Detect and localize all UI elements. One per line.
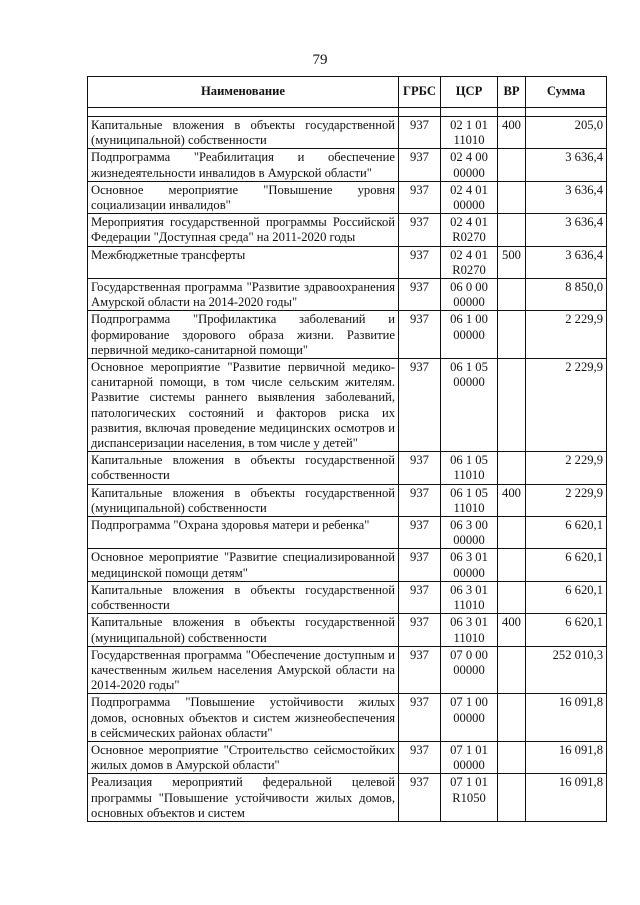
grbs-cell: 937 [399,774,441,822]
name-cell: Капитальные вложения в объекты государственной (муниципальной) собственности [88,614,399,646]
sum-cell: 3 636,4 [526,149,607,181]
sum-cell: 3 636,4 [526,246,607,278]
csr-cell: 06 1 05 11010 [441,452,498,484]
header-csr: ЦСР [441,77,498,108]
sum-cell: 2 229,9 [526,311,607,359]
vr-cell [498,452,526,484]
sum-cell: 2 229,9 [526,359,607,452]
table-row [88,484,607,516]
grbs-cell: 937 [399,741,441,773]
vr-cell: 500 [498,246,526,278]
vr-cell [498,774,526,822]
grbs-cell: 937 [399,646,441,694]
name-cell: Капитальные вложения в объекты государственной собственности [88,581,399,613]
spacer-cell [399,108,441,117]
grbs-cell: 937 [399,149,441,181]
grbs-cell: 937 [399,581,441,613]
sum-cell: 6 620,1 [526,581,607,613]
csr-cell: 06 0 00 00000 [441,279,498,311]
sum-cell: 6 620,1 [526,549,607,581]
grbs-cell: 937 [399,279,441,311]
table-row [88,359,607,452]
vr-cell [498,694,526,742]
table-row [88,614,607,646]
header-name: Наименование [88,77,399,108]
name-cell: Подпрограмма "Реабилитация и обеспечение жизнедеятельности инвалидов в Амурской области" [88,149,399,181]
table-row [88,774,607,822]
grbs-cell: 937 [399,694,441,742]
vr-cell: 400 [498,614,526,646]
table-row [88,646,607,694]
grbs-cell: 937 [399,549,441,581]
csr-cell: 06 1 00 00000 [441,311,498,359]
sum-cell: 6 620,1 [526,517,607,549]
vr-cell [498,214,526,246]
header-vr: ВР [498,77,526,108]
grbs-cell: 937 [399,484,441,516]
table-row [88,741,607,773]
table-row [88,549,607,581]
grbs-cell: 937 [399,311,441,359]
table-row [88,581,607,613]
sum-cell: 3 636,4 [526,181,607,213]
vr-cell: 400 [498,484,526,516]
name-cell: Подпрограмма "Профилактика заболеваний и формирование здорового образа жизни. Развитие первичной медико-санитарной помощи" [88,311,399,359]
name-cell: Основное мероприятие "Развитие специализированной медицинской помощи детям" [88,549,399,581]
vr-cell [498,741,526,773]
sum-cell: 16 091,8 [526,741,607,773]
sum-cell: 252 010,3 [526,646,607,694]
name-cell: Основное мероприятие "Развитие первичной медико-санитарной помощи, в том числе сельским жителям. Развитие системы раннего выявления заболеваний, патологических состояний и факторов риска их развития, включая проведение медицинских осмотров и диспансеризации населения, в том числе у детей" [88,359,399,452]
csr-cell: 06 1 05 00000 [441,359,498,452]
name-cell: Государственная программа "Развитие здравоохранения Амурской области на 2014-2020 годы" [88,279,399,311]
vr-cell [498,517,526,549]
grbs-cell: 937 [399,614,441,646]
csr-cell: 06 3 01 00000 [441,549,498,581]
table-row [88,694,607,742]
vr-cell [498,149,526,181]
table-row [88,279,607,311]
table-row [88,452,607,484]
header-spacer-row [88,108,607,117]
csr-cell: 06 3 00 00000 [441,517,498,549]
name-cell: Государственная программа "Обеспечение доступным и качественным жильем населения Амурской области на 2014-2020 годы" [88,646,399,694]
vr-cell [498,279,526,311]
grbs-cell: 937 [399,181,441,213]
vr-cell [498,359,526,452]
table-header-row [88,77,607,108]
grbs-cell: 937 [399,452,441,484]
vr-cell [498,581,526,613]
header-grbs: ГРБС [399,77,441,108]
name-cell: Капитальные вложения в объекты государственной (муниципальной) собственности [88,117,399,149]
header-sum: Сумма [526,77,607,108]
csr-cell: 02 4 01 R0270 [441,246,498,278]
sum-cell: 205,0 [526,117,607,149]
csr-cell: 02 4 01 R0270 [441,214,498,246]
page-number: 79 [312,52,328,68]
csr-cell: 07 1 01 00000 [441,741,498,773]
table-row [88,149,607,181]
csr-cell: 06 3 01 11010 [441,614,498,646]
csr-cell: 07 0 00 00000 [441,646,498,694]
sum-cell: 6 620,1 [526,614,607,646]
csr-cell: 06 3 01 11010 [441,581,498,613]
vr-cell: 400 [498,117,526,149]
sum-cell: 3 636,4 [526,214,607,246]
csr-cell: 07 1 01 R1050 [441,774,498,822]
name-cell: Мероприятия государственной программы Российской Федерации "Доступная среда" на 2011-2020 годы [88,214,399,246]
table-row [88,181,607,213]
sum-cell: 8 850,0 [526,279,607,311]
grbs-cell: 937 [399,214,441,246]
name-cell: Капитальные вложения в объекты государственной (муниципальной) собственности [88,484,399,516]
name-cell: Межбюджетные трансферты [88,246,399,278]
name-cell: Подпрограмма "Охрана здоровья матери и ребенка" [88,517,399,549]
csr-cell: 02 4 00 00000 [441,149,498,181]
vr-cell [498,311,526,359]
name-cell: Подпрограмма "Повышение устойчивости жилых домов, основных объектов и систем жизнеобеспечения в сейсмических районах области" [88,694,399,742]
name-cell: Основное мероприятие "Повышение уровня социализации инвалидов" [88,181,399,213]
csr-cell: 06 1 05 11010 [441,484,498,516]
table-row [88,517,607,549]
grbs-cell: 937 [399,246,441,278]
name-cell: Капитальные вложения в объекты государственной собственности [88,452,399,484]
grbs-cell: 937 [399,117,441,149]
table-row [88,311,607,359]
grbs-cell: 937 [399,359,441,452]
vr-cell [498,646,526,694]
vr-cell [498,549,526,581]
spacer-cell [441,108,498,117]
table-row [88,246,607,278]
sum-cell: 16 091,8 [526,694,607,742]
vr-cell [498,181,526,213]
sum-cell: 2 229,9 [526,452,607,484]
csr-cell: 02 4 01 00000 [441,181,498,213]
table-row [88,214,607,246]
spacer-cell [88,108,399,117]
table-row [88,117,607,149]
sum-cell: 16 091,8 [526,774,607,822]
spacer-cell [498,108,526,117]
name-cell: Реализация мероприятий федеральной целевой программы "Повышение устойчивости жилых домов, основных объектов и систем [88,774,399,822]
name-cell: Основное мероприятие "Строительство сейсмостойких жилых домов в Амурской области" [88,741,399,773]
budget-table [87,76,607,822]
spacer-cell [526,108,607,117]
csr-cell: 02 1 01 11010 [441,117,498,149]
grbs-cell: 937 [399,517,441,549]
csr-cell: 07 1 00 00000 [441,694,498,742]
sum-cell: 2 229,9 [526,484,607,516]
